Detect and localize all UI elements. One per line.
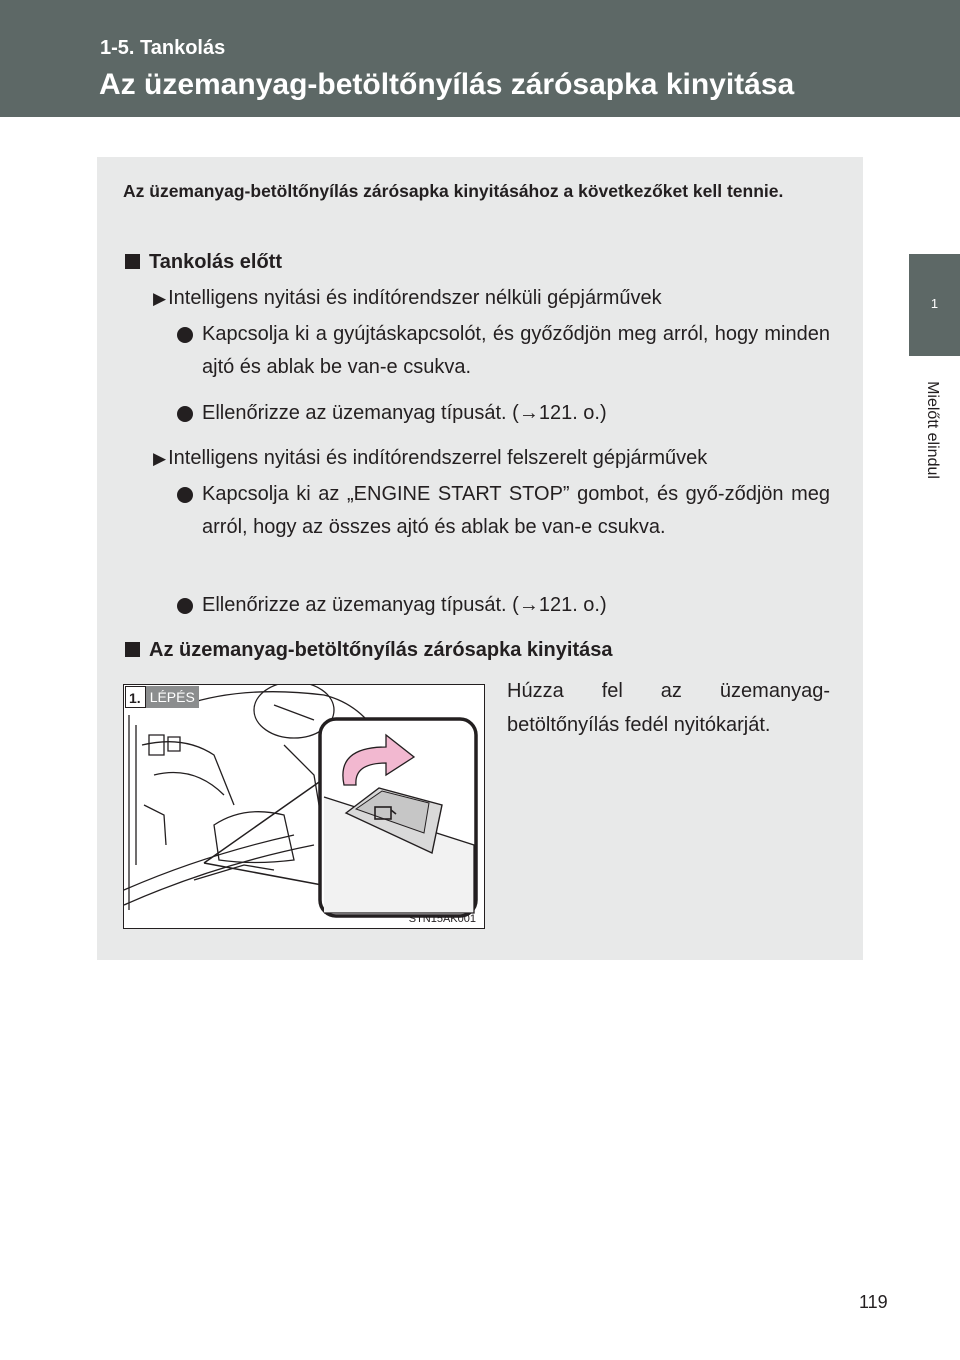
list-item <box>202 589 830 622</box>
chapter-tab <box>909 254 960 356</box>
page-title: Az üzemanyag-betöltőnyílás zárósapka kinyitása <box>99 68 795 101</box>
list-item-text: Ellenőrizze az üzemanyag típusát. (→121. o.) <box>202 402 607 424</box>
page-header <box>0 0 960 117</box>
list-item <box>202 318 830 384</box>
group-title-text: Intelligens nyitási és indítórendszer nélküli gépjárművek <box>168 287 662 309</box>
square-bullet-icon <box>125 642 140 657</box>
step-instruction: Húzza fel az üzemanyag-betöltőnyílás fedél nyitókarját. <box>507 680 830 736</box>
heading-before-refueling <box>125 251 282 274</box>
round-bullet-icon <box>177 327 193 343</box>
figure-code: STN15AK001 <box>408 913 476 925</box>
list-item-text: Kapcsolja ki az „ENGINE START STOP” gombot, és győ-ződjön meg arról, hogy az összes ajtó és ablak be van-e csukva. <box>202 483 830 538</box>
round-bullet-icon <box>177 487 193 503</box>
chapter-number: 1 <box>930 296 939 311</box>
car-interior-drawing <box>124 685 484 928</box>
heading-open-fuel-door <box>125 639 613 662</box>
step-number: 1. <box>125 686 146 708</box>
step-badge <box>125 686 199 708</box>
list-item <box>202 397 830 430</box>
intro-text: Az üzemanyag-betöltőnyílás zárósapka kinyitásához a következőket kell tennie. <box>123 181 784 201</box>
section-label: 1-5. Tankolás <box>100 37 226 59</box>
group-title-with-smart-key <box>153 447 707 470</box>
triangle-bullet-icon: ▶ <box>153 449 167 468</box>
round-bullet-icon <box>177 406 193 422</box>
square-bullet-icon <box>125 254 140 269</box>
triangle-bullet-icon: ▶ <box>153 289 167 308</box>
chapter-label: Mielőtt elindul <box>924 381 941 479</box>
page-number: 119 <box>859 1292 888 1312</box>
group-title-text: Intelligens nyitási és indítórendszerrel felszerelt gépjárművek <box>168 447 708 469</box>
group-title-without-smart-key <box>153 287 662 310</box>
list-item <box>202 478 830 544</box>
heading-text: Az üzemanyag-betöltőnyílás zárósapka kinyitása <box>149 639 613 661</box>
fuel-door-lever-illustration <box>123 684 485 929</box>
step-word: LÉPÉS <box>146 686 199 708</box>
round-bullet-icon <box>177 598 193 614</box>
heading-text: Tankolás előtt <box>149 251 282 273</box>
list-item-text: Ellenőrizze az üzemanyag típusát. (→121. o.) <box>202 594 607 616</box>
list-item-text: Kapcsolja ki a gyújtáskapcsolót, és győződjön meg arról, hogy minden ajtó és ablak be van-e csukva. <box>202 323 830 378</box>
